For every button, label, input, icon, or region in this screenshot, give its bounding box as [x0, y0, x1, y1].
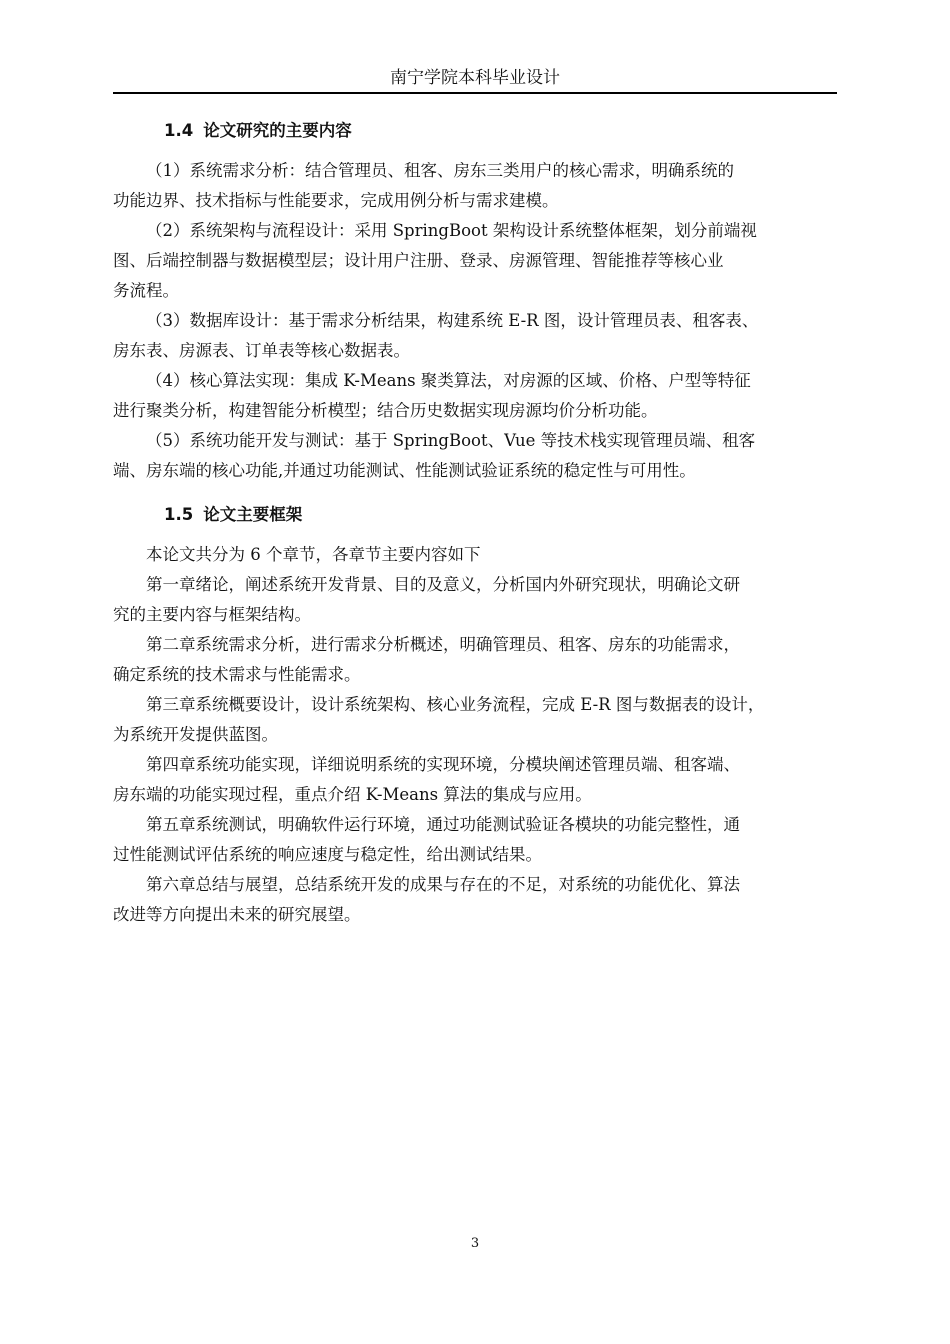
document-body — [113, 116, 837, 930]
section-number: 1.5 — [164, 505, 194, 524]
paragraph: 第四章系统功能实现，详细说明系统的实现环境，分模块阐述管理员端、租客端、 房东端的功能实现过程，重点介绍 K-Means 算法的集成与应用。 — [113, 755, 740, 804]
paragraph: （1）系统需求分析：结合管理员、租客、房东三类用户的核心需求，明确系统的 功能边界、技术指标与性能要求，完成用例分析与需求建模。 — [113, 161, 734, 210]
paragraph: （2）系统架构与流程设计：采用 SpringBoot 架构设计系统整体框架，划分前端视 图、后端控制器与数据模型层；设计用户注册、登录、房源管理、智能推荐等核心业 务流程。 — [113, 221, 757, 300]
section-title: 论文主要框架 — [203, 505, 303, 524]
paragraph: （3）数据库设计：基于需求分析结果，构建系统 E-R 图，设计管理员表、租客表、 房东表、房源表、订单表等核心数据表。 — [113, 311, 759, 360]
page-number: 3 — [470, 1236, 480, 1251]
paragraph: 第五章系统测试，明确软件运行环境，通过功能测试验证各模块的功能完整性，通 过性能测试评估系统的响应速度与稳定性，给出测试结果。 — [113, 815, 740, 864]
paragraph: 本论文共分为 6 个章节，各章节主要内容如下 — [146, 545, 481, 564]
section-heading-1-4 — [113, 116, 837, 146]
section-heading-1-5 — [113, 500, 837, 530]
paragraph: （4）核心算法实现：集成 K-Means 聚类算法，对房源的区域、价格、户型等特征 进行聚类分析，构建智能分析模型；结合历史数据实现房源均价分析功能。 — [113, 371, 751, 420]
paragraph: 第二章系统需求分析，进行需求分析概述，明确管理员、租客、房东的功能需求， 确定系统的技术需求与性能需求。 — [113, 635, 740, 684]
paragraph: 第六章总结与展望，总结系统开发的成果与存在的不足，对系统的功能优化、算法 改进等方向提出未来的研究展望。 — [113, 875, 740, 924]
header-rule — [113, 92, 837, 94]
section-title: 论文研究的主要内容 — [203, 121, 352, 140]
paragraph: （5）系统功能开发与测试：基于 SpringBoot、Vue 等技术栈实现管理员端、租客 端、房东端的核心功能,并通过功能测试、性能测试验证系统的稳定性与可用性。 — [113, 431, 756, 480]
paragraph: 第一章绪论，阐述系统开发背景、目的及意义，分析国内外研究现状，明确论文研 究的主要内容与框架结构。 — [113, 575, 740, 624]
section-number: 1.4 — [164, 121, 194, 140]
paragraph: 第三章系统概要设计，设计系统架构、核心业务流程，完成 E-R 图与数据表的设计， 为系统开发提供蓝图。 — [113, 695, 765, 744]
page-header: 南宁学院本科毕业设计 — [390, 68, 560, 88]
